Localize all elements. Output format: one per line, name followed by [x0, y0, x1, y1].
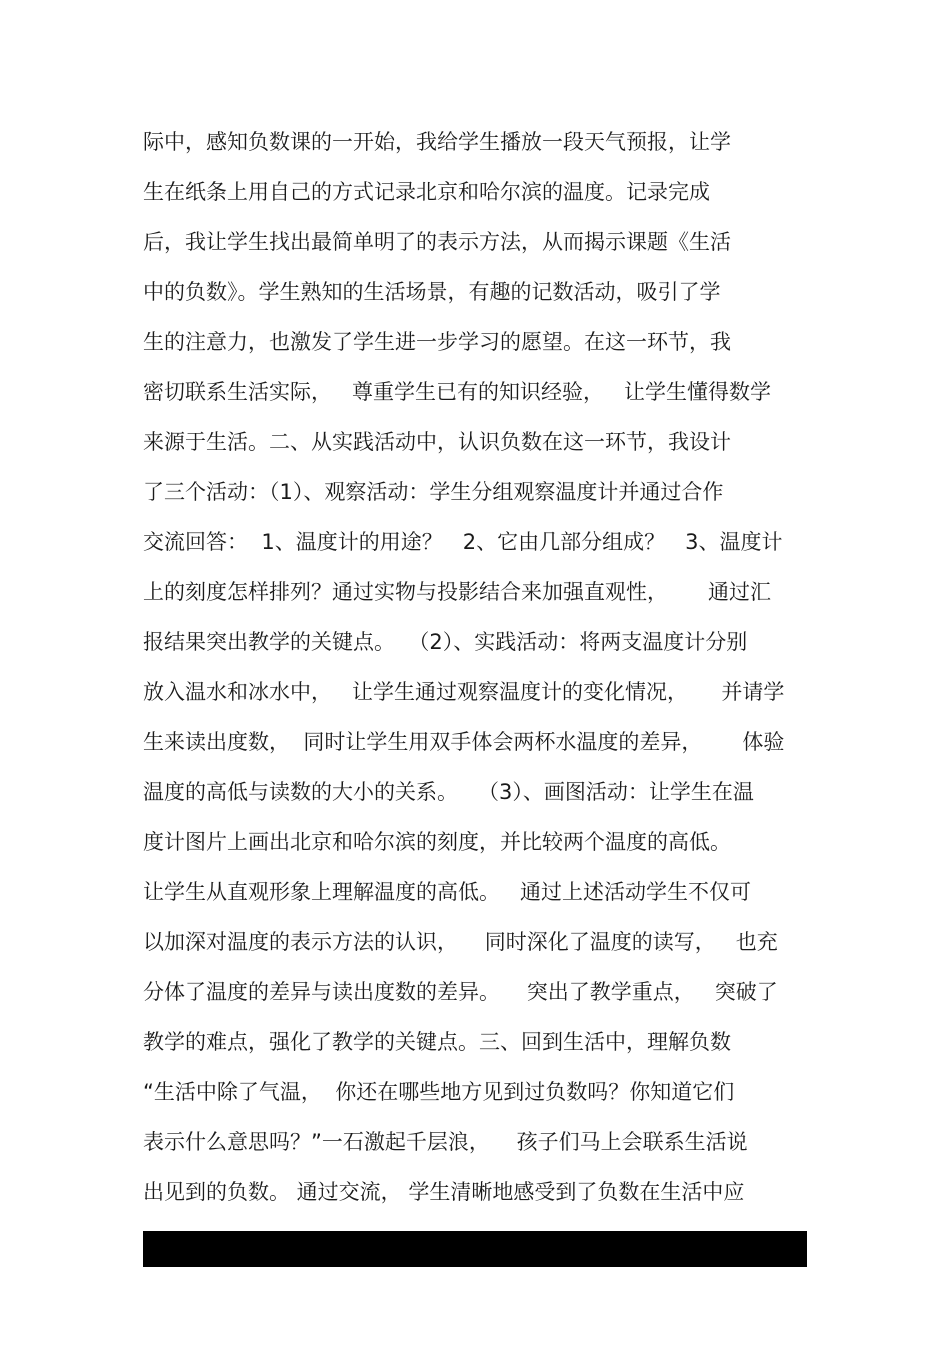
text-line-5: 生的注意力，也激发了学生进一步学习的愿望。在这一环节，我	[143, 330, 731, 354]
text-line-4: 中的负数》。学生熟知的生活场景，有趣的记数活动，吸引了学	[143, 280, 721, 304]
text-line-21: 表示什么意思吗？”一石激起千层浪， 孩子们马上会联系生活说	[143, 1130, 748, 1154]
body-text	[143, 122, 813, 1222]
text-line-17: 以加深对温度的表示方法的认识， 同时深化了温度的读写， 也充	[143, 930, 778, 954]
text-line-1: 际中，感知负数课的一开始，我给学生播放一段天气预报，让学	[143, 130, 731, 154]
text-line-22: 出见到的负数。 通过交流， 学生清晰地感受到了负数在生活中应	[143, 1180, 745, 1204]
text-line-7: 来源于生活。二、从实践活动中，认识负数在这一环节，我设计	[143, 430, 731, 454]
text-line-11: 报结果突出教学的关键点。 （2）、实践活动：将两支温度计分别	[143, 630, 748, 654]
text-line-8: 了三个活动：（1）、观察活动：学生分组观察温度计并通过合作	[143, 480, 724, 504]
text-line-14: 温度的高低与读数的大小的关系。 （3）、画图活动：让学生在温	[143, 780, 754, 804]
text-line-3: 后，我让学生找出最简单明了的表示方法，从而揭示课题《生活	[143, 230, 731, 254]
text-line-13: 生来读出度数， 同时让学生用双手体会两杯水温度的差异， 体验	[143, 730, 785, 754]
text-line-18: 分体了温度的差异与读出度数的差异。 突出了教学重点， 突破了	[143, 980, 778, 1004]
footer-redaction-bar	[143, 1231, 807, 1267]
text-line-15: 度计图片上画出北京和哈尔滨的刻度，并比较两个温度的高低。	[143, 830, 731, 854]
text-line-9: 交流回答： 1、温度计的用途？ 2、它由几部分组成？ 3、温度计	[143, 530, 783, 554]
text-line-20: “生活中除了气温， 你还在哪些地方见到过负数吗？你知道它们	[143, 1080, 735, 1104]
text-line-19: 教学的难点，强化了教学的关键点。三、回到生活中，理解负数	[143, 1030, 731, 1054]
text-line-6: 密切联系生活实际， 尊重学生已有的知识经验， 让学生懂得数学	[143, 380, 772, 404]
text-line-2: 生在纸条上用自己的方式记录北京和哈尔滨的温度。记录完成	[143, 180, 710, 204]
text-line-10: 上的刻度怎样排列？通过实物与投影结合来加强直观性， 通过汇	[143, 580, 772, 604]
text-line-12: 放入温水和冰水中， 让学生通过观察温度计的变化情况， 并请学	[143, 680, 785, 704]
text-line-16: 让学生从直观形象上理解温度的高低。 通过上述活动学生不仅可	[143, 880, 752, 904]
